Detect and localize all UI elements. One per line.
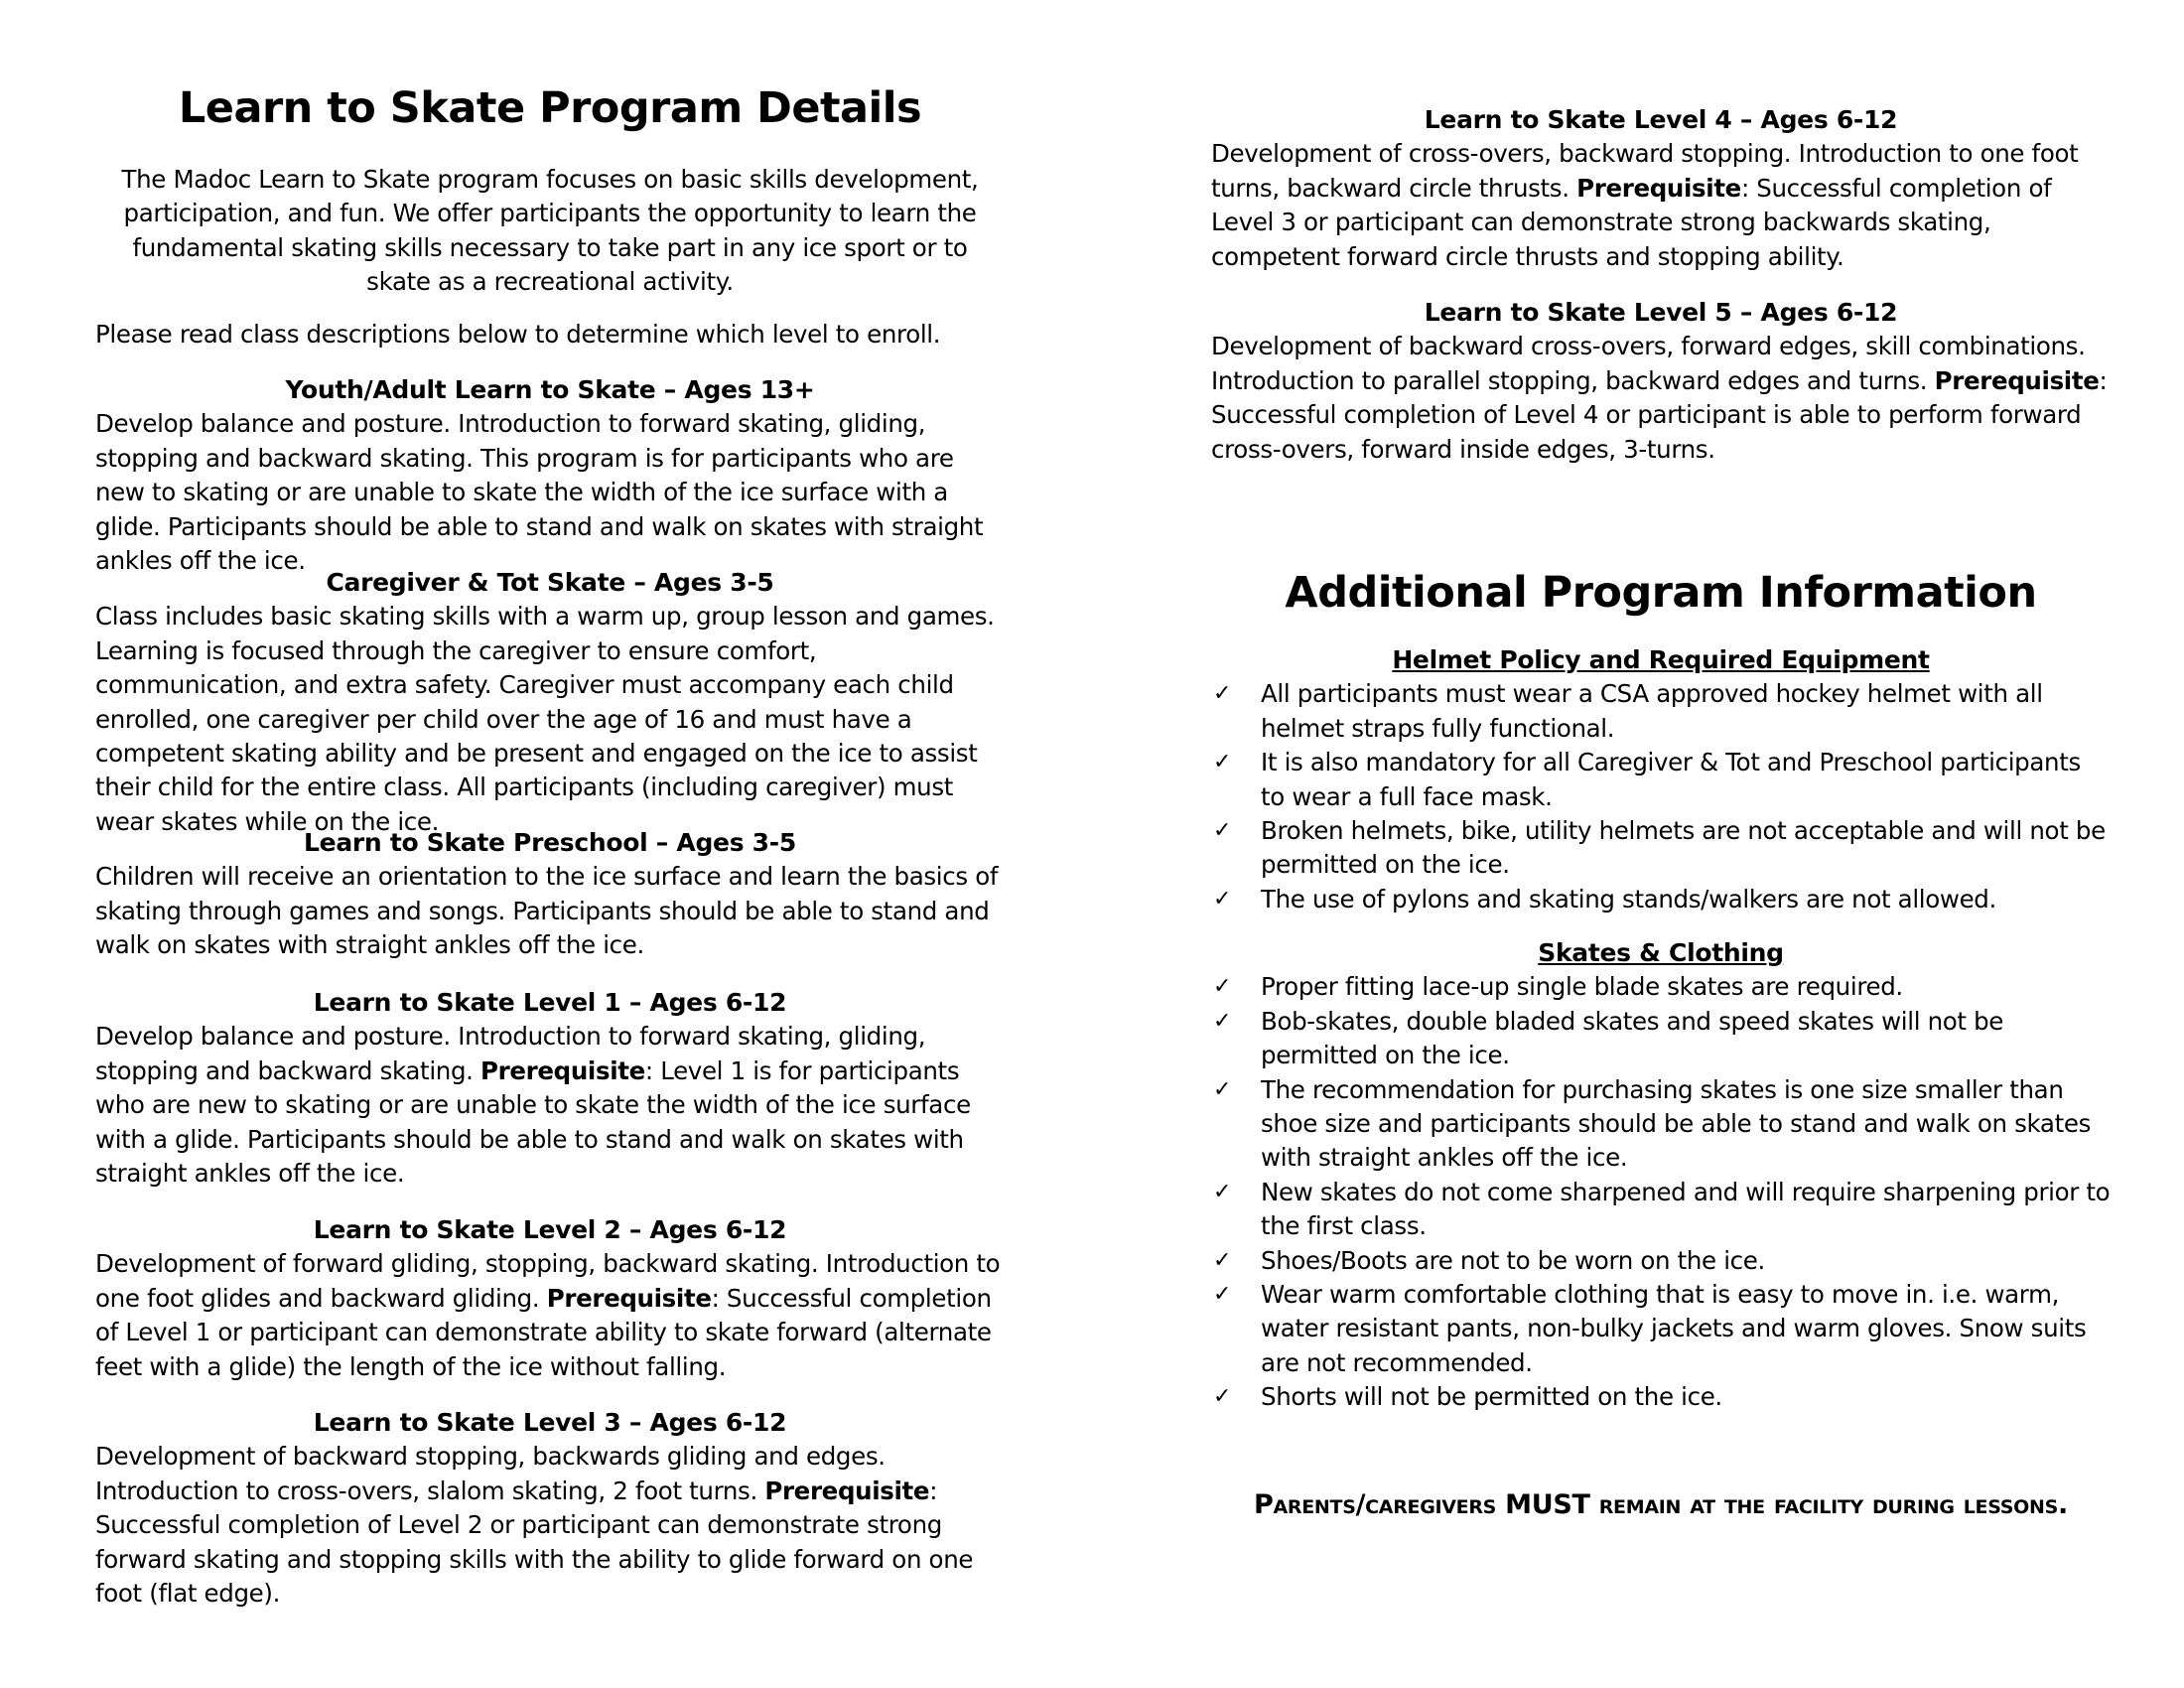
helmet-policy-heading: Helmet Policy and Required Equipment [1392,645,1930,674]
section-heading: Youth/Adult Learn to Skate – Ages 13+ [285,375,815,404]
list-item [1211,746,2111,814]
prerequisite-label: Prerequisite [1934,365,2100,395]
section-body: Children will receive an orientation to the ice surface and learn the basics of skating through games and songs. Participants should be able to stand and walk on skates with straight ankles off the ice. [95,862,999,960]
prerequisite-label: Prerequisite [764,1476,930,1505]
read-instructions [95,318,1005,352]
list-item-text: Wear warm comfortable clothing that is easy to move in. i.e. warm, water resistant pants, non-bulky jackets and warm gloves. Snow suits are not recommended. [1261,1280,2087,1377]
intro-paragraph: The Madoc Learn to Skate program focuses on basic skills development, participation, and fun. We offer participants the opportunity to learn the fundamental skating skills necessary to take part in any ice sport or to skate as a recreational activity. [121,165,979,297]
prerequisite-label: Prerequisite [546,1283,712,1313]
list-item [1211,1244,2111,1278]
section-level-3 [95,1406,1005,1611]
body-text: : Successful completion of Level 1 or participant can demonstrate ability to skate forward (alternate feet with a glide) the length of the ice without falling. [95,1283,992,1381]
list-item-text: Proper fitting lace-up single blade skates are required. [1261,972,1903,1002]
section-level-1 [95,986,1005,1191]
prerequisite-label: Prerequisite [480,1055,645,1085]
section-preschool [95,826,1005,963]
caregiver-notice [1211,1489,2111,1520]
section-body [95,1247,1005,1384]
body-text: Development of forward gliding, stopping, backward skating. Introduction to one foot glides and backward gliding. [95,1249,1001,1313]
section-level-5 [1211,296,2111,467]
list-item [1211,814,2111,883]
section-heading: Learn to Skate Level 5 – Ages 6-12 [1424,298,1898,327]
read-instructions-text: Please read class descriptions below to determine which level to enroll. [95,320,941,349]
section-heading: Learn to Skate Level 4 – Ages 6-12 [1424,105,1898,134]
checkmark-icon: ✓ [1213,974,1232,1000]
list-item [1211,1176,2111,1244]
body-text: : Successful completion of Level 3 or participant can demonstrate strong backwards skating, competent forward circle thrusts and stopping ability. [1211,173,2052,271]
section-heading: Learn to Skate Level 3 – Ages 6-12 [313,1408,787,1437]
list-item [1211,970,2111,1004]
list-item-text: The use of pylons and skating stands/walkers are not allowed. [1261,884,1996,914]
body-text: Development of backward stopping, backwards gliding and edges. Introduction to cross-overs, slalom skating, 2 foot turns. [95,1442,886,1505]
section-body [95,1440,1005,1611]
list-item-text: New skates do not come sharpened and will require sharpening prior to the first class. [1261,1177,2111,1241]
helmet-policy-list [1211,677,2111,916]
section-level-2 [95,1213,1005,1384]
section-heading: Learn to Skate Level 1 – Ages 6-12 [313,988,787,1017]
list-item-text: It is also mandatory for all Caregiver & Tot and Preschool participants to wear a full face mask. [1261,748,2081,811]
list-item [1211,677,2111,746]
list-item [1211,1380,2111,1414]
intro-block [95,163,1005,300]
skates-clothing-section [1211,936,2111,1415]
list-item [1211,1005,2111,1073]
section-heading: Learn to Skate Level 2 – Ages 6-12 [313,1215,787,1244]
list-item [1211,883,2111,916]
body-text: Development of cross-overs, backward stopping. Introduction to one foot turns, backward circle thrusts. [1211,139,2079,203]
additional-info-title: Additional Program Information [1285,568,2037,618]
body-text: : Successful completion of Level 2 or participant can demonstrate strong forward skating and stopping skills with the ability to glide forward on one foot (flat edge). [95,1476,974,1609]
section-caregiver-tot [95,566,1005,839]
skates-clothing-heading: Skates & Clothing [1538,938,1784,967]
checkmark-icon: ✓ [1213,1179,1232,1204]
checkmark-icon: ✓ [1213,750,1232,775]
list-item-text: All participants must wear a CSA approved hockey helmet with all helmet straps fully functional. [1261,679,2043,743]
body-text: : Level 1 is for participants who are new to skating or are unable to skate the width of the ice surface with a glide. Participants should be able to stand and walk on skates with straight ankles off the ice. [95,1055,971,1189]
checkmark-icon: ✓ [1213,681,1232,707]
page-title: Learn to Skate Program Details [178,83,922,133]
prerequisite-label: Prerequisite [1576,173,1741,203]
checkmark-icon: ✓ [1213,818,1232,844]
section-heading: Caregiver & Tot Skate – Ages 3-5 [326,568,774,597]
section-body [95,1020,1005,1191]
list-item-text: Shoes/Boots are not to be worn on the ice. [1261,1245,1765,1275]
list-item [1211,1073,2111,1176]
skates-clothing-list [1211,970,2111,1414]
list-item-text: The recommendation for purchasing skates is one size smaller than shoe size and participants should be able to stand and walk on skates with straight ankles off the ice. [1261,1074,2091,1173]
list-item-text: Broken helmets, bike, utility helmets are not acceptable and will not be permitted on the ice. [1261,816,2106,880]
body-text: : Successful completion of Level 4 or participant is able to perform forward cross-overs, forward inside edges, 3-turns. [1211,365,2108,464]
caregiver-notice-text: Parents/caregivers MUST remain at the facility during lessons. [1254,1489,2068,1520]
section-heading: Learn to Skate Preschool – Ages 3-5 [304,828,796,857]
body-text: Development of backward cross-overs, forward edges, skill combinations. Introduction to parallel stopping, backward edges and turns. [1211,332,2086,395]
checkmark-icon: ✓ [1213,1008,1232,1034]
body-text: Develop balance and posture. Introduction to forward skating, gliding, stopping and backward skating. [95,1022,926,1085]
list-item-text: Bob-skates, double bladed skates and speed skates will not be permitted on the ice. [1261,1006,2004,1070]
section-body: Class includes basic skating skills with a warm up, group lesson and games. Learning is focused through the caregiver to ensure comfort, communication, and extra safety. Caregiver must accompany each child enrolled, one caregiver per child over the age of 16 and must have a competent skating ability and be present and engaged on the ice to assist their child for the entire class. All participants (including caregiver) must wear skates while on the ice. [95,602,995,836]
list-item-text: Shorts will not be permitted on the ice. [1261,1382,1722,1412]
checkmark-icon: ✓ [1213,1384,1232,1410]
section-youth-adult [95,373,1005,578]
section-body [1211,137,2111,274]
helmet-policy-section [1211,643,2111,916]
checkmark-icon: ✓ [1213,1076,1232,1102]
checkmark-icon: ✓ [1213,886,1232,912]
section-level-4 [1211,103,2111,274]
section-body: Develop balance and posture. Introduction to forward skating, gliding, stopping and backward skating. This program is for participants who are new to skating or are unable to skate the width of the ice surface with a glide. Participants should be able to stand and walk on skates with straight ankles off the ice. [95,409,984,576]
section-body [1211,330,2111,467]
list-item [1211,1278,2111,1380]
checkmark-icon: ✓ [1213,1282,1232,1308]
checkmark-icon: ✓ [1213,1247,1232,1273]
